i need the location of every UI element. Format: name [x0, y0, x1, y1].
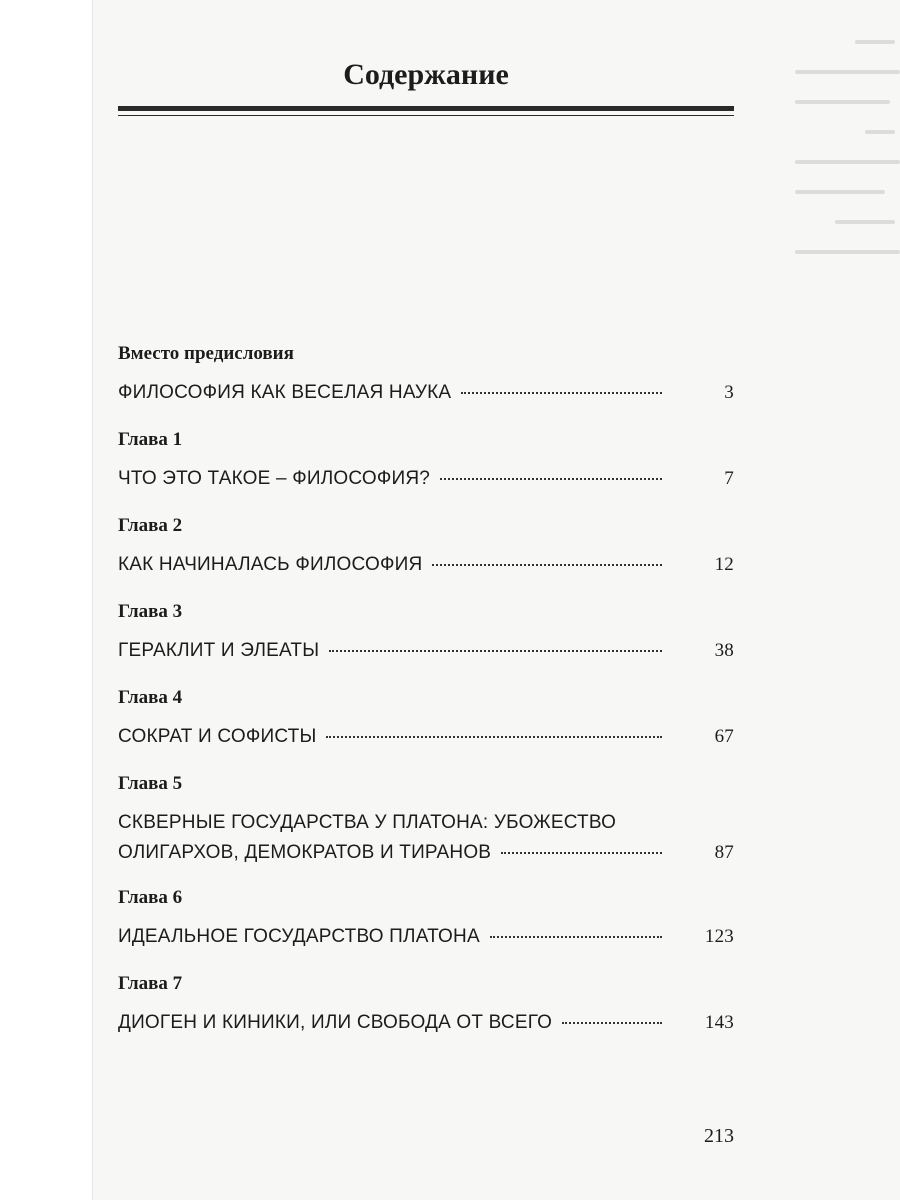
page-ref: 67 — [714, 726, 734, 747]
page-number: 213 — [704, 1125, 734, 1147]
toc-entry — [118, 886, 734, 952]
toc-entry — [118, 428, 734, 494]
dot-leader — [461, 392, 662, 394]
page-title: Содержание — [343, 58, 509, 91]
title-rule-thin — [118, 115, 734, 116]
chapter-heading: Глава 6 — [118, 887, 183, 908]
chapter-title-line1: СКВЕРНЫЕ ГОСУДАРСТВА У ПЛАТОНА: УБОЖЕСТВО — [118, 812, 617, 833]
chapter-heading: Глава 5 — [118, 773, 183, 794]
page-ref: 12 — [714, 554, 734, 575]
title-rule-thick — [118, 106, 734, 111]
chapter-heading: Глава 7 — [118, 973, 183, 994]
toc-entry — [118, 972, 734, 1038]
dot-leader — [501, 852, 662, 854]
dot-leader — [440, 478, 662, 480]
toc-entry — [118, 600, 734, 666]
page-ref: 123 — [704, 926, 734, 947]
page-ref: 143 — [704, 1012, 734, 1033]
chapter-title: ГЕРАКЛИТ И ЭЛЕАТЫ — [118, 640, 320, 661]
chapter-title: ЧТО ЭТО ТАКОЕ – ФИЛОСОФИЯ? — [118, 468, 431, 489]
toc-entry — [118, 686, 734, 752]
page-ref: 3 — [724, 382, 734, 403]
chapter-heading: Глава 4 — [118, 687, 183, 708]
dot-leader — [490, 936, 662, 938]
page-ref: 38 — [714, 640, 734, 661]
page-ref: 7 — [724, 468, 734, 489]
page-ref: 87 — [714, 842, 734, 863]
chapter-heading: Глава 1 — [118, 429, 183, 450]
chapter-heading: Глава 2 — [118, 515, 183, 536]
toc-entry — [118, 342, 734, 408]
chapter-heading: Глава 3 — [118, 601, 183, 622]
toc-entry — [118, 772, 734, 868]
chapter-title: ФИЛОСОФИЯ КАК ВЕСЕЛАЯ НАУКА — [118, 382, 452, 403]
chapter-title: КАК НАЧИНАЛАСЬ ФИЛОСОФИЯ — [118, 554, 423, 575]
toc-entry — [118, 514, 734, 580]
chapter-title-line2: ОЛИГАРХОВ, ДЕМОКРАТОВ И ТИРАНОВ — [118, 842, 492, 863]
dot-leader — [562, 1022, 662, 1024]
chapter-title: ДИОГЕН И КИНИКИ, ИЛИ СВОБОДА ОТ ВСЕГО — [118, 1012, 553, 1033]
chapter-title: ИДЕАЛЬНОЕ ГОСУДАРСТВО ПЛАТОНА — [118, 926, 480, 947]
dot-leader — [329, 650, 662, 652]
chapter-heading: Вместо предисловия — [118, 343, 294, 364]
chapter-title: СОКРАТ И СОФИСТЫ — [118, 726, 317, 747]
dot-leader — [432, 564, 662, 566]
dot-leader — [326, 736, 662, 738]
show-through-text — [795, 40, 900, 340]
